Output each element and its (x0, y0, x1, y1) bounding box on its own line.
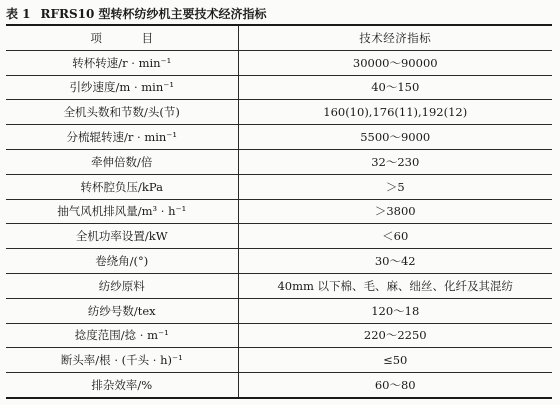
row-item-cell: 引纱速度/m · min⁻¹ (6, 75, 238, 100)
row-value-cell: ＜60 (238, 224, 552, 249)
table-row (6, 149, 552, 174)
row-item-cell: 断头率/根 · (千头 · h)⁻¹ (6, 348, 238, 373)
row-value-cell: 40mm 以下棉、毛、麻、绌丝、化纤及其混纺 (238, 273, 552, 298)
table-row (6, 50, 552, 75)
table-row (6, 373, 552, 398)
spec-table (6, 24, 552, 399)
table-row (6, 298, 552, 323)
header-row (6, 25, 552, 50)
table-row (6, 174, 552, 199)
table-row (6, 125, 552, 150)
row-value-cell: 160(10),176(11),192(12) (238, 100, 552, 125)
row-item-cell: 抽气风机排风量/m³ · h⁻¹ (6, 199, 238, 224)
table-title: RFRS10 型转杯纺纱机主要技术经济指标 (40, 7, 267, 21)
row-value-cell: 32～230 (238, 149, 552, 174)
row-item-cell: 全机头数和节数/头(节) (6, 100, 238, 125)
row-value-cell: ＞5 (238, 174, 552, 199)
table-row (6, 323, 552, 348)
row-item-cell: 排杂效率/% (6, 373, 238, 398)
row-value-cell: ＞3800 (238, 199, 552, 224)
table-row (6, 249, 552, 274)
table-body (6, 50, 552, 398)
row-value-cell: 60～80 (238, 373, 552, 398)
row-value-cell: 30000～90000 (238, 50, 552, 75)
row-item-cell: 纺纱原料 (6, 273, 238, 298)
row-value-cell: 120～18 (238, 298, 552, 323)
table-row (6, 199, 552, 224)
header-indicator: 技术经济指标 (359, 30, 432, 45)
table-row (6, 100, 552, 125)
row-item-cell: 纺纱号数/tex (6, 298, 238, 323)
row-value-cell: 40～150 (238, 75, 552, 100)
row-item-cell: 全机功率设置/kW (6, 224, 238, 249)
row-item-cell: 转杯腔负压/kPa (6, 174, 238, 199)
row-value-cell: ≤50 (238, 348, 552, 373)
table-header (6, 25, 552, 50)
row-item-cell: 分梳辊转速/r · min⁻¹ (6, 125, 238, 150)
table-caption (6, 4, 552, 24)
table-number: 表 1 (6, 7, 31, 21)
row-value-cell: 5500～9000 (238, 125, 552, 150)
row-item-cell: 卷绕角/(°) (6, 249, 238, 274)
row-value-cell: 30～42 (238, 249, 552, 274)
row-value-cell: 220～2250 (238, 323, 552, 348)
row-item-cell: 转杯转速/r · min⁻¹ (6, 50, 238, 75)
row-item-cell: 牵伸倍数/倍 (6, 149, 238, 174)
row-item-cell: 捻度范围/捻 · m⁻¹ (6, 323, 238, 348)
table-row (6, 348, 552, 373)
table-row (6, 224, 552, 249)
table-row (6, 75, 552, 100)
table-row (6, 273, 552, 298)
header-item: 项 目 (6, 25, 238, 50)
